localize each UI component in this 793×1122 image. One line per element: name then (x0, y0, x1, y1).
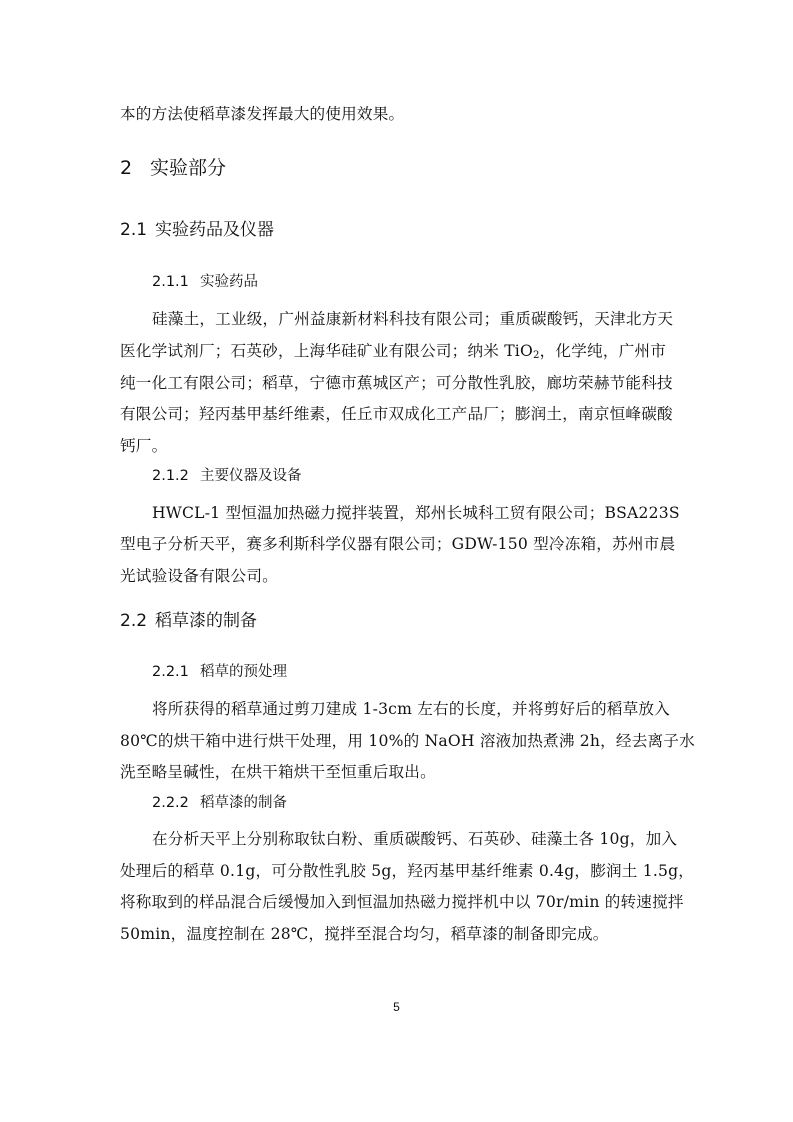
section-number: 2 (120, 157, 133, 179)
subsection-number: 2.2 (120, 611, 148, 631)
paragraph-line: 硅藻土，工业级，广州益康新材料科技有限公司；重质碳酸钙，天津北方天 (152, 310, 674, 328)
subsubsection-heading (152, 793, 287, 813)
paragraph-line: 50min，温度控制在 28℃，搅拌至混合均匀，稻草漆的制备即完成。 (120, 925, 609, 943)
paragraph-line: 将所获得的稻草通过剪刀建成 1-3cm 左右的长度，并将剪好后的稻草放入 (152, 700, 670, 718)
section-title: 实验部分 (150, 157, 227, 179)
paragraph-line: 光试验设备有限公司。 (120, 567, 278, 585)
paragraph-line: 80℃的烘干箱中进行烘干处理，用 10%的 NaOH 溶液加热煮沸 2h，经去离子水 (120, 732, 695, 750)
subsubsection-heading (152, 466, 302, 486)
paragraph-line: HWCL-1 型恒温加热磁力搅拌装置，郑州长城科工贸有限公司；BSA223S (152, 504, 680, 522)
subsubsection-number: 2.2.2 (152, 795, 189, 811)
paragraph-line (120, 341, 666, 366)
paragraph-line: 型电子分析天平，赛多利斯科学仪器有限公司；GDW-150 型冷冻箱，苏州市晨 (120, 535, 676, 553)
subsubsection-title: 实验药品 (200, 274, 258, 290)
subscript: 2 (532, 350, 540, 362)
paragraph-line: 在分析天平上分别称取钛白粉、重质碳酸钙、石英砂、硅藻土各 10g，加入 (152, 830, 678, 848)
section-heading (120, 156, 226, 180)
subsubsection-title: 稻草漆的制备 (200, 795, 287, 811)
subsubsection-number: 2.1.1 (152, 274, 189, 290)
paragraph-line: 将称取到的样品混合后缓慢加入到恒温加热磁力搅拌机中以 70r/min 的转速搅拌 (120, 893, 684, 911)
intro-tail-text: 本的方法使稻草漆发挥最大的使用效果。 (120, 105, 405, 123)
subsubsection-title: 主要仪器及设备 (200, 468, 302, 484)
subsubsection-title: 稻草的预处理 (200, 664, 287, 680)
paragraph-line: 有限公司；羟丙基甲基纤维素，任丘市双成化工产品厂；膨润土，南京恒峰碳酸 (120, 405, 673, 423)
paragraph-line: 纯一化工有限公司；稻草，宁德市蕉城区产；可分散性乳胶，廊坊荣赫节能科技 (120, 374, 673, 392)
page-number: 5 (393, 1000, 400, 1014)
paragraph-line-text: ，化学纯，广州市 (539, 342, 666, 360)
subsubsection-number: 2.1.2 (152, 468, 189, 484)
subsubsection-number: 2.2.1 (152, 664, 189, 680)
subsection-heading (120, 610, 257, 632)
paragraph-line: 处理后的稻草 0.1g，可分散性乳胶 5g，羟丙基甲基纤维素 0.4g，膨润土 1.5g， (120, 862, 695, 880)
paragraph-line-text: 医化学试剂厂；石英砂，上海华硅矿业有限公司；纳米 TiO (120, 342, 533, 360)
paragraph-line: 洗至略呈碱性，在烘干箱烘干至恒重后取出。 (120, 763, 436, 781)
subsubsection-heading (152, 662, 287, 682)
subsubsection-heading (152, 272, 258, 292)
subsection-heading (120, 219, 274, 241)
paragraph-line: 钙厂。 (120, 437, 168, 455)
subsection-title: 实验药品及仪器 (155, 220, 274, 240)
subsection-title: 稻草漆的制备 (155, 611, 257, 631)
subsection-number: 2.1 (120, 220, 148, 240)
